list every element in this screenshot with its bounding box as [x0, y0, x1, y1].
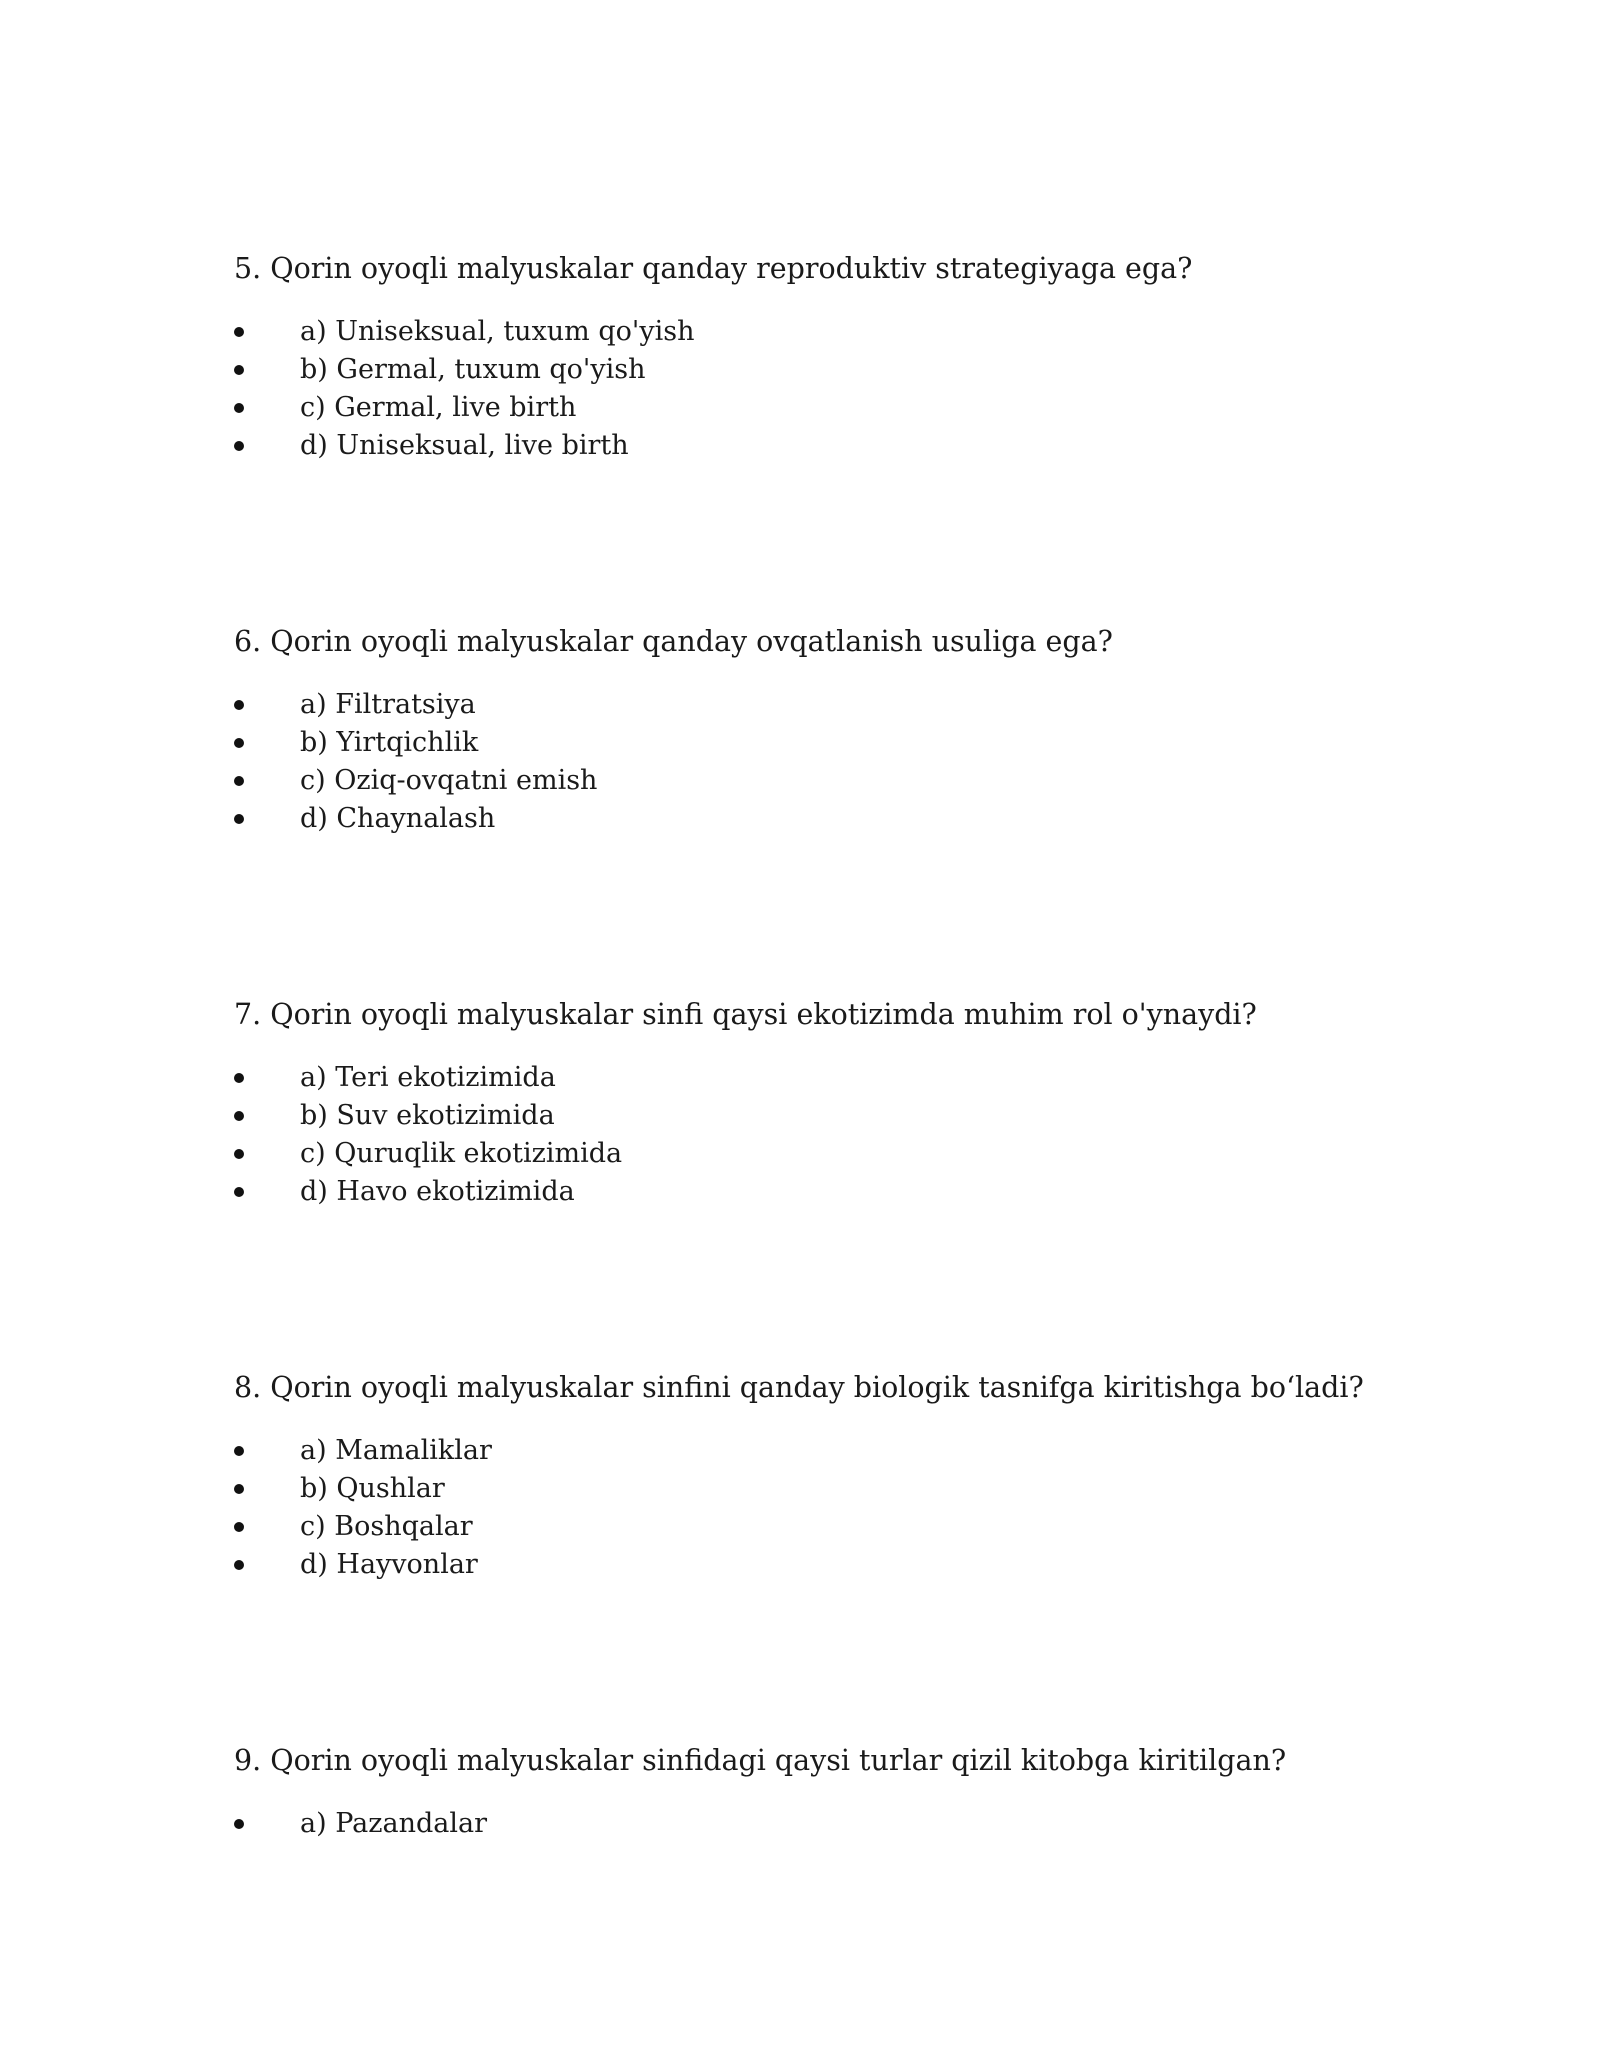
option-item	[234, 1097, 1434, 1135]
option-text: a) Uniseksual, tuxum qo'yish	[300, 316, 695, 347]
option-text: d) Havo ekotizimida	[300, 1176, 575, 1207]
bullet-icon	[234, 365, 244, 375]
option-item	[234, 351, 1434, 389]
bullet-icon	[234, 1819, 244, 1829]
bullet-icon	[234, 1522, 244, 1532]
bullet-icon	[234, 1560, 244, 1570]
option-text: c) Oziq-ovqatni emish	[300, 765, 598, 796]
option-text: d) Uniseksual, live birth	[300, 430, 629, 461]
option-item	[234, 762, 1434, 800]
question-6	[234, 624, 1434, 838]
option-item	[234, 724, 1434, 762]
option-list	[234, 1432, 1434, 1584]
bullet-icon	[234, 1484, 244, 1494]
question-9	[234, 1743, 1434, 1843]
option-item	[234, 1135, 1434, 1173]
option-list	[234, 1059, 1434, 1211]
bullet-icon	[234, 441, 244, 451]
option-item	[234, 1546, 1434, 1584]
bullet-icon	[234, 327, 244, 337]
option-text: a) Filtratsiya	[300, 689, 476, 720]
bullet-icon	[234, 1073, 244, 1083]
question-title: 6. Qorin oyoqli malyuskalar qanday ovqatlanish usuliga ega?	[234, 625, 1113, 658]
option-item	[234, 389, 1434, 427]
question-8	[234, 1370, 1434, 1584]
bullet-icon	[234, 738, 244, 748]
option-list	[234, 686, 1434, 838]
option-text: b) Yirtqichlik	[300, 727, 479, 758]
option-list	[234, 313, 1434, 465]
bullet-icon	[234, 1111, 244, 1121]
option-text: c) Germal, live birth	[300, 392, 577, 423]
option-text: c) Quruqlik ekotizimida	[300, 1138, 623, 1169]
bullet-icon	[234, 403, 244, 413]
bullet-icon	[234, 814, 244, 824]
option-text: c) Boshqalar	[300, 1511, 473, 1542]
option-text: b) Qushlar	[300, 1473, 445, 1504]
question-title: 8. Qorin oyoqli malyuskalar sinfini qanday biologik tasnifga kiritishga bo‘ladi?	[234, 1371, 1364, 1404]
bullet-icon	[234, 1446, 244, 1456]
option-item	[234, 1470, 1434, 1508]
option-text: a) Pazandalar	[300, 1808, 487, 1839]
option-text: a) Teri ekotizimida	[300, 1062, 556, 1093]
option-text: b) Suv ekotizimida	[300, 1100, 555, 1131]
question-title: 9. Qorin oyoqli malyuskalar sinfidagi qaysi turlar qizil kitobga kiritilgan?	[234, 1744, 1287, 1777]
option-item	[234, 427, 1434, 465]
option-item	[234, 686, 1434, 724]
question-5	[234, 251, 1434, 465]
bullet-icon	[234, 700, 244, 710]
option-item	[234, 1173, 1434, 1211]
option-text: a) Mamaliklar	[300, 1435, 492, 1466]
option-item	[234, 800, 1434, 838]
option-item	[234, 1432, 1434, 1470]
bullet-icon	[234, 776, 244, 786]
option-item	[234, 1508, 1434, 1546]
option-text: d) Hayvonlar	[300, 1549, 478, 1580]
question-title: 7. Qorin oyoqli malyuskalar sinfi qaysi ekotizimda muhim rol o'ynaydi?	[234, 998, 1257, 1031]
option-list	[234, 1805, 1434, 1843]
option-text: b) Germal, tuxum qo'yish	[300, 354, 646, 385]
option-text: d) Chaynalash	[300, 803, 496, 834]
bullet-icon	[234, 1149, 244, 1159]
option-item	[234, 313, 1434, 351]
question-title: 5. Qorin oyoqli malyuskalar qanday reproduktiv strategiyaga ega?	[234, 252, 1193, 285]
bullet-icon	[234, 1187, 244, 1197]
option-item	[234, 1059, 1434, 1097]
question-7	[234, 997, 1434, 1211]
option-item	[234, 1805, 1434, 1843]
